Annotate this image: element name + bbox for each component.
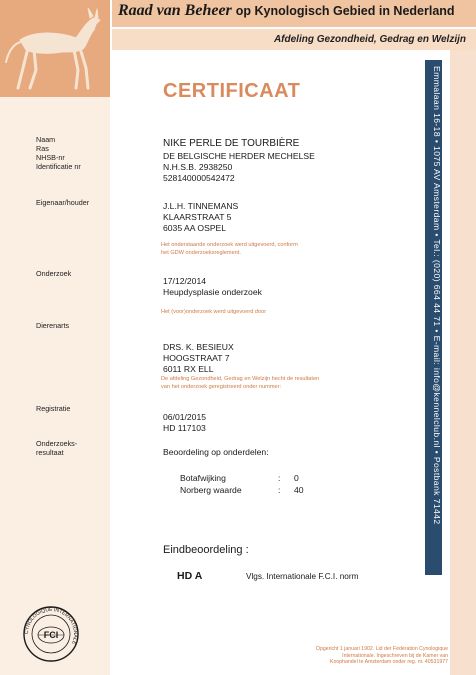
greyhound-logo-icon <box>0 0 110 97</box>
vet-city: 6011 RX ELL <box>163 364 214 374</box>
final-grade: HD A <box>177 570 203 582</box>
owner-city: 6035 AA OSPEL <box>163 223 227 233</box>
organisation-name-rest: op Kynologisch Gebied in Nederland <box>235 4 455 18</box>
label-onderzoeksresultaat-1: Onderzoeks- <box>36 439 78 448</box>
examination-type: Heupdysplasie onderzoek <box>163 287 262 297</box>
dog-breed: DE BELGISCHE HERDER MECHELSE <box>163 151 315 161</box>
certificate-title: CERTIFICAAT <box>163 80 301 102</box>
dog-chip: 528140000542472 <box>163 173 235 183</box>
dog-nhsb: N.H.S.B. 2938250 <box>163 162 233 172</box>
contact-side-text: Emmalaan 16-18 • 1075 AV Amsterdam • Tel.: (020) 664 44 71 • E-mail: info@kennelclub.nl • Postbank 71442 <box>432 66 442 525</box>
result-item-colon: : <box>278 485 281 495</box>
owner-name: J.L.H. TINNEMANS <box>163 201 239 211</box>
organisation-title <box>118 2 455 20</box>
footer-line: Opgericht 1 januari 1902. Lid der Fédération Cynologique <box>315 646 448 652</box>
left-label-strip <box>0 97 110 675</box>
examination-date: 17/12/2014 <box>163 276 207 286</box>
note-conform-line1: Het onderstaande onderzoek werd uitgevoerd, conform <box>161 242 298 248</box>
label-nhsb: NHSB-nr <box>36 153 65 162</box>
organisation-brand: Raad van Beheer <box>118 2 232 19</box>
note-registered-line1: De afdeling Gezondheid, Gedrag en Welzijn hecht de resultaten <box>161 376 320 382</box>
note-registered-line2: van het onderzoek geregistreerd onder nummer: <box>161 384 282 390</box>
vet-street: HOOGSTRAAT 7 <box>163 353 230 363</box>
label-ras: Ras <box>36 144 49 153</box>
department-name: Afdeling Gezondheid, Gedrag en Welzijn <box>273 34 466 45</box>
result-item-colon: : <box>278 473 281 483</box>
label-onderzoek: Onderzoek <box>36 269 72 278</box>
label-eigenaar: Eigenaar/houder <box>36 198 90 207</box>
seal-center-text: FCI <box>43 630 59 640</box>
label-identificatie: Identificatie nr <box>36 162 81 171</box>
registration-date: 06/01/2015 <box>163 412 207 422</box>
dog-name: NIKE PERLE DE TOURBIÈRE <box>163 138 300 149</box>
final-norm: Vlgs. Internationale F.C.I. norm <box>246 572 359 581</box>
result-item-name: Norberg waarde <box>180 485 242 495</box>
results-intro: Beoordeling op onderdelen: <box>163 447 269 457</box>
result-item-value: 40 <box>294 485 304 495</box>
label-registratie: Registratie <box>36 404 71 413</box>
final-assessment-label: Eindbeoordeling : <box>163 544 249 556</box>
fci-seal-icon <box>22 605 80 663</box>
right-margin-strip <box>450 50 476 675</box>
logo-panel <box>0 0 110 97</box>
result-item-name: Botafwijking <box>180 473 226 483</box>
result-item-value: 0 <box>294 473 299 483</box>
label-dierenarts: Dierenarts <box>36 321 70 330</box>
note-performed-by: Het (voor)onderzoek werd uitgevoerd door <box>161 309 267 315</box>
footer-line: Koophandel te Amsterdam onder reg. nr. 40531977 <box>330 659 448 666</box>
footer-note <box>316 646 448 666</box>
vet-name: DRS. K. BESIEUX <box>163 342 234 352</box>
footer-line: Internationale. Ingeschreven bij de Kamer van <box>342 652 448 659</box>
note-conform-line2: het GDW onderzoeksreglement. <box>161 250 241 256</box>
owner-street: KLAARSTRAAT 5 <box>163 212 232 222</box>
label-onderzoeksresultaat-2: resultaat <box>36 448 64 457</box>
registration-number: HD 117103 <box>163 423 206 433</box>
label-naam: Naam <box>36 135 56 144</box>
seal-ring-text: CYNOLOGIQUE INTERNATIONALE <box>23 606 79 646</box>
